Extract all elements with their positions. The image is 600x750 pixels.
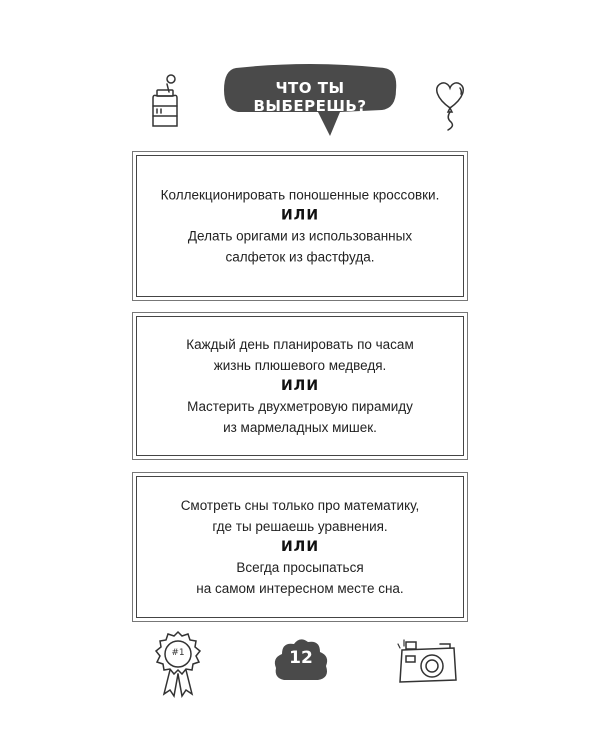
title-bubble	[222, 62, 398, 140]
medal-label: #1	[171, 648, 185, 658]
option-b-line: салфеток из фастфуда.	[225, 249, 375, 265]
option-b-line: Делать оригами из использованных	[187, 228, 413, 244]
question-card-2	[136, 316, 464, 456]
question-card-1	[136, 155, 464, 297]
option-a-line: Каждый день планировать по часам	[186, 337, 414, 352]
option-a-line: где ты решаешь уравнения.	[212, 519, 388, 534]
option-b-line: из мармеладных мишек.	[223, 420, 377, 435]
option-a-line: жизнь плюшевого медведя.	[213, 358, 387, 373]
or-separator: ИЛИ	[280, 207, 320, 224]
option-b-line: на самом интересном месте сна.	[196, 581, 404, 596]
option-b-line: Мастерить двухметровую пирамиду	[187, 399, 413, 414]
page-title: ЧТО ТЫ ВЫБЕРЕШЬ?	[253, 79, 367, 115]
page-number-cloud	[272, 636, 330, 684]
heart-balloon-icon	[430, 76, 470, 132]
or-separator: ИЛИ	[280, 378, 320, 394]
question-card-3	[136, 476, 464, 618]
page-number: 12	[289, 648, 313, 668]
option-b-line: Всегда просыпаться	[236, 560, 364, 575]
spray-can-icon	[143, 72, 183, 132]
or-separator: ИЛИ	[280, 539, 320, 555]
option-a-line: Смотреть сны только про математику,	[180, 498, 420, 513]
option-a-line: Коллекционировать поношенные кроссовки.	[160, 187, 440, 203]
camera-icon	[396, 636, 460, 684]
